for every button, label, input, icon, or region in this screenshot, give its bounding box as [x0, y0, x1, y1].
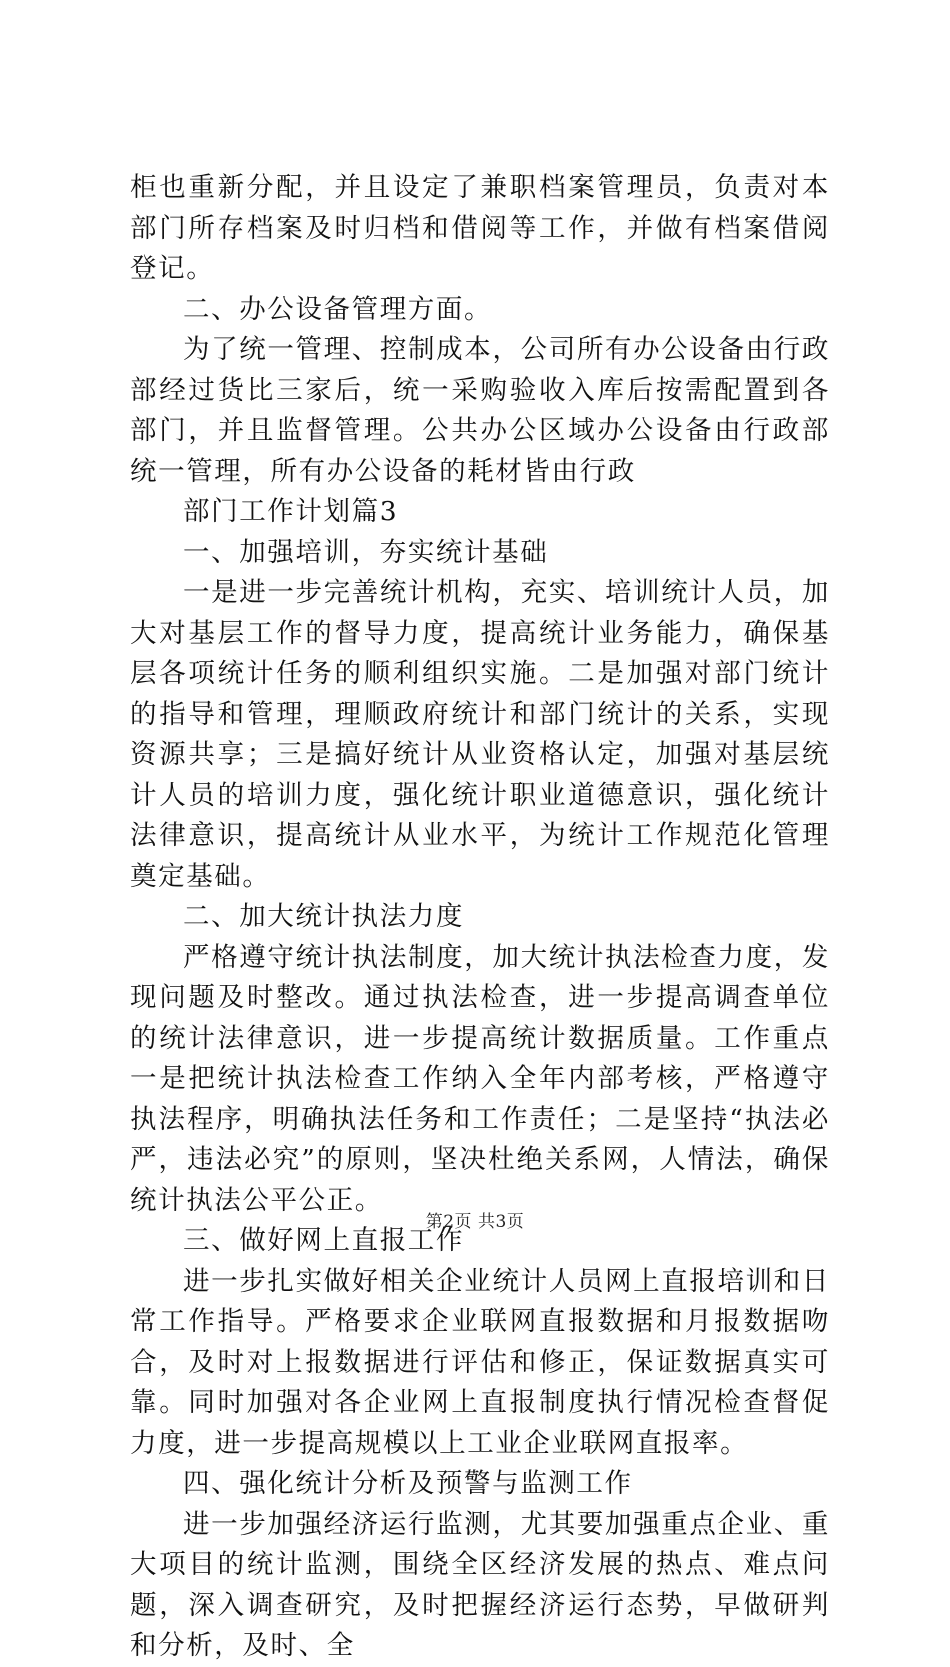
- page-footer: 第2页 共3页: [425, 1212, 525, 1232]
- paragraph: 严格遵守统计执法制度，加大统计执法检查力度，发现问题及时整改。通过执法检查，进一步提高调查单位的统计法律意识，进一步提高统计数据质量。工作重点一是把统计执法检查工作纳入全年内部考核，严格遵守执法程序，明确执法任务和工作责任；二是坚持“执法必严，违法必究”的原则，坚决杜绝关系网，人情法，确保统计执法公平公正。: [130, 941, 830, 1216]
- paragraph: 为了统一管理、控制成本，公司所有办公设备由行政部经过货比三家后，统一采购验收入库后按需配置到各部门，并且监督管理。公共办公区域办公设备由行政部统一管理，所有办公设备的耗材皆由行政: [130, 334, 830, 487]
- paragraph: 二、加大统计执法力度: [183, 901, 464, 932]
- document-body: [130, 168, 830, 1667]
- paragraph: 三、做好网上直报工作: [183, 1225, 464, 1256]
- paragraph: 二、办公设备管理方面。: [183, 293, 493, 325]
- paragraph: 一、加强培训，夯实统计基础: [183, 536, 549, 568]
- paragraph: 一是进一步完善统计机构，充实、培训统计人员，加大对基层工作的督导力度，提高统计业务能力，确保基层各项统计任务的顺利组织实施。二是加强对部门统计的指导和管理，理顺政府统计和部门统计的关系，实现资源共享；三是搞好统计从业资格认定，加强对基层统计人员的培训力度，强化统计职业道德意识，强化统计法律意识，提高统计从业水平，为统计工作规范化管理奠定基础。: [130, 577, 830, 892]
- paragraph: 进一步扎实做好相关企业统计人员网上直报培训和日常工作指导。严格要求企业联网直报数据和月报数据吻合，及时对上报数据进行评估和修正，保证数据真实可靠。同时加强对各企业网上直报制度执行情况检查督促力度，进一步提高规模以上工业企业联网直报率。: [130, 1265, 830, 1459]
- paragraph: 四、强化统计分析及预警与监测工作: [183, 1468, 633, 1499]
- paragraph: 进一步加强经济运行监测，尤其要加强重点企业、重大项目的统计监测，围绕全区经济发展的热点、难点问题，深入调查研究，及时把握经济运行态势，早做研判和分析，及时、全: [130, 1508, 830, 1661]
- paragraph: 柜也重新分配，并且设定了兼职档案管理员，负责对本部门所存档案及时归档和借阅等工作，并做有档案借阅登记。: [130, 172, 830, 284]
- paragraph: 部门工作计划篇3: [183, 496, 399, 527]
